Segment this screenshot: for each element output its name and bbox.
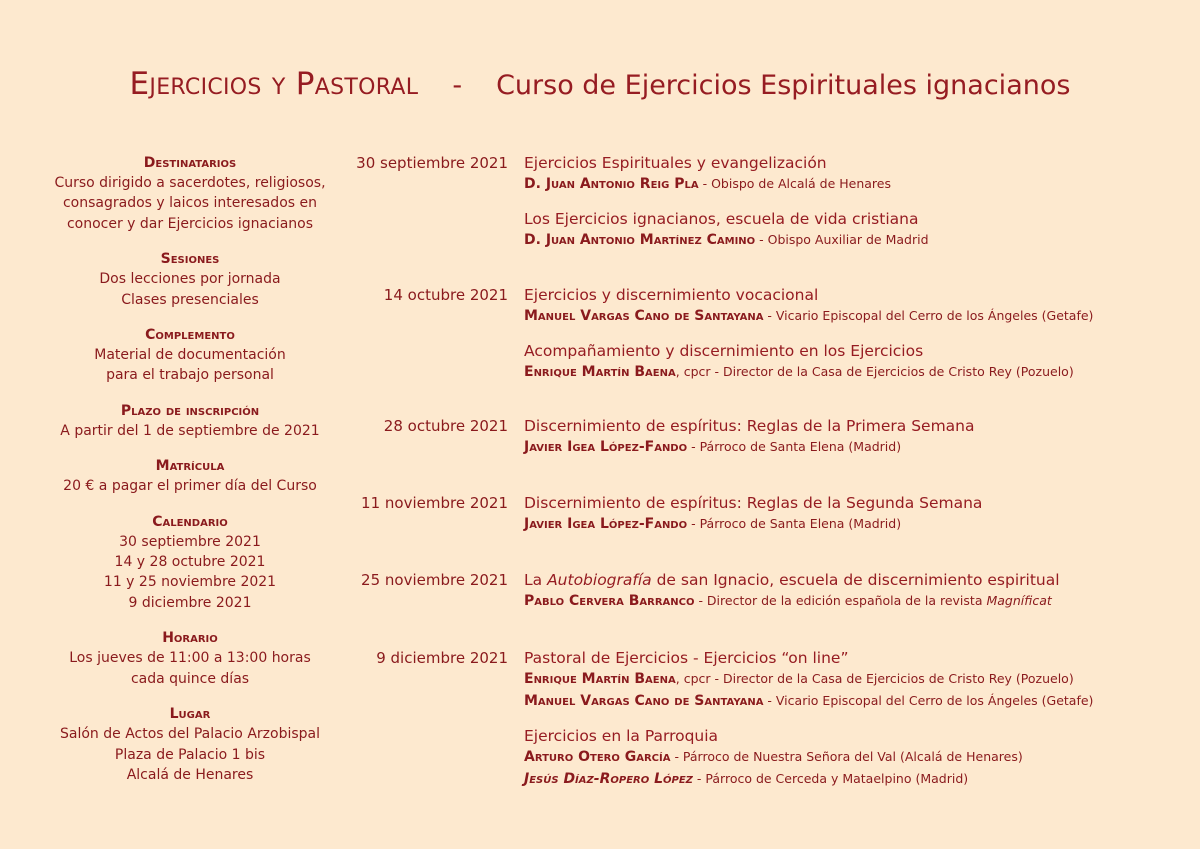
speaker [524,513,1184,535]
speaker-role: - Párroco de Santa Elena (Madrid) [687,516,902,531]
info-line: conocer y dar Ejercicios ignacianos [66,215,314,232]
speaker-name: D. Juan Antonio Reig Pla [524,176,699,192]
speaker-role: - Párroco de Cerceda y Mataelpino (Madrid) [692,771,969,786]
speaker [524,746,1184,768]
info-heading: Sesiones [160,251,220,268]
speaker [524,668,1184,690]
talk-title [524,493,1184,513]
talk [524,341,1184,383]
talk-title-emphasis: Autobiografía [547,571,652,589]
talk-title-text: Discernimiento de espíritus: Reglas de la Primera Semana [524,417,975,435]
talk-title-text: Los Ejercicios ignacianos, escuela de vida cristiana [524,210,919,228]
speaker-name: Enrique Martín Baena [524,364,676,380]
info-line: Plaza de Palacio 1 bis [114,746,266,763]
talk-title [524,570,1184,590]
speaker [524,590,1184,612]
talk [524,493,1184,535]
speaker [524,305,1184,327]
talk-title-text: Pastoral de Ejercicios - Ejercicios “on line” [524,649,849,667]
talk-title [524,648,1184,668]
info-section [40,325,340,386]
speaker-name: Enrique Martín Baena [524,671,676,687]
info-section [40,456,340,496]
info-line: Material de documentación [94,347,286,364]
info-heading: Matrícula [155,458,225,475]
session-talks [524,153,1184,265]
info-section [40,153,340,234]
speaker-name: Pablo Cervera Barranco [524,593,695,609]
speaker-role: - Vicario Episcopal del Cerro de los Ángeles (Getafe) [763,308,1094,323]
session-talks [524,285,1184,397]
speaker-role: - Vicario Episcopal del Cerro de los Ángeles (Getafe) [763,693,1094,708]
info-heading: Calendario [152,513,228,530]
speaker-name: D. Juan Antonio Martínez Camino [524,232,756,248]
speaker-role: - Director de la edición española de la revista [694,593,987,608]
course-info-column [40,153,340,800]
session-talks [524,416,1184,472]
title-separator: - [452,70,463,101]
talk [524,570,1184,612]
speaker-name: Arturo Otero García [524,749,671,765]
page-title [0,66,1200,102]
info-line: Curso dirigido a sacerdotes, religiosos, [54,175,326,191]
session-date: 28 octubre 2021 [383,417,508,435]
speaker-name: Manuel Vargas Cano de Santayana [524,693,764,709]
info-line: 14 y 28 octubre 2021 [114,554,266,571]
speaker-role: - Obispo Auxiliar de Madrid [755,232,929,247]
info-heading: Plazo de inscripción [120,402,260,419]
speaker [524,690,1184,712]
info-line: 30 septiembre 2021 [119,533,261,550]
info-line: para el trabajo personal [106,367,274,384]
speaker [524,173,1184,195]
talk [524,648,1184,712]
info-line: Los jueves de 11:00 a 13:00 horas [69,650,311,667]
info-line: 11 y 25 noviembre 2021 [103,574,277,591]
info-line: 20 € a pagar el primer día del Curso [63,478,317,495]
title-main: Ejercicios y Pastoral [129,66,419,102]
talk-title [524,153,1184,173]
speaker-role: - Obispo de Alcalá de Henares [698,176,891,191]
title-subtitle: Curso de Ejercicios Espirituales ignacianos [496,70,1071,101]
talk-title [524,209,1184,229]
info-line: Clases presenciales [121,291,259,308]
speaker-name: Javier Igea López-Fando [524,439,688,455]
talk [524,153,1184,195]
session-date: 9 diciembre 2021 [376,649,508,667]
talk-title [524,726,1184,746]
talk-title-text: Ejercicios Espirituales y evangelización [524,154,827,172]
session-date: 25 noviembre 2021 [361,571,508,589]
speaker-role: - Párroco de Santa Elena (Madrid) [687,439,902,454]
info-heading: Horario [162,630,218,647]
session-talks [524,493,1184,549]
talk-title [524,285,1184,305]
info-section [40,401,340,441]
speaker-name: Javier Igea López-Fando [524,516,688,532]
talk-title-text: de san Ignacio, escuela de discernimiento espiritual [651,571,1060,589]
info-section [40,704,340,785]
speaker-role: , cpcr - Director de la Casa de Ejercicios de Cristo Rey (Pozuelo) [675,671,1074,686]
talk-title-text: Discernimiento de espíritus: Reglas de la Segunda Semana [524,494,983,512]
speaker-role-emphasis: Magníficat [986,593,1052,608]
talk-title-text: Ejercicios en la Parroquia [524,727,719,745]
info-heading: Destinatarios [143,155,237,171]
speaker-name: Manuel Vargas Cano de Santayana [524,308,764,324]
speaker [524,768,1184,790]
talk [524,285,1184,327]
speaker-role: - Párroco de Nuestra Señora del Val (Alcalá de Henares) [670,749,1023,764]
talk-title-text: Ejercicios y discernimiento vocacional [524,286,819,304]
speaker-name: Jesús Díaz-Ropero López [524,771,693,787]
session-talks [524,648,1184,804]
info-section [40,512,340,614]
info-heading: Complemento [145,327,235,344]
talk [524,209,1184,251]
speaker-role: , cpcr - Director de la Casa de Ejercicios de Cristo Rey (Pozuelo) [675,364,1074,379]
talk-title-text: Acompañamiento y discernimiento en los Ejercicios [524,342,924,360]
info-line: Salón de Actos del Palacio Arzobispal [60,726,320,743]
session-date: 30 septiembre 2021 [356,154,508,172]
info-line: Dos lecciones por jornada [99,271,281,288]
speaker [524,361,1184,383]
talk-title [524,341,1184,361]
speaker [524,229,1184,251]
talk [524,416,1184,458]
info-line: consagrados y laicos interesados en [62,195,317,212]
talk [524,726,1184,790]
talk-title-prefix: La [524,571,548,589]
talk-title [524,416,1184,436]
info-section [40,628,340,689]
info-line: cada quince días [130,670,250,687]
info-line: 9 diciembre 2021 [128,594,252,611]
session-date: 11 noviembre 2021 [361,494,508,512]
session-talks [524,570,1184,626]
info-line: Alcalá de Henares [126,766,254,783]
info-section [40,249,340,310]
speaker [524,436,1184,458]
info-line: A partir del 1 de septiembre de 2021 [60,422,320,439]
info-heading: Lugar [169,706,211,723]
session-date: 14 octubre 2021 [383,286,508,304]
